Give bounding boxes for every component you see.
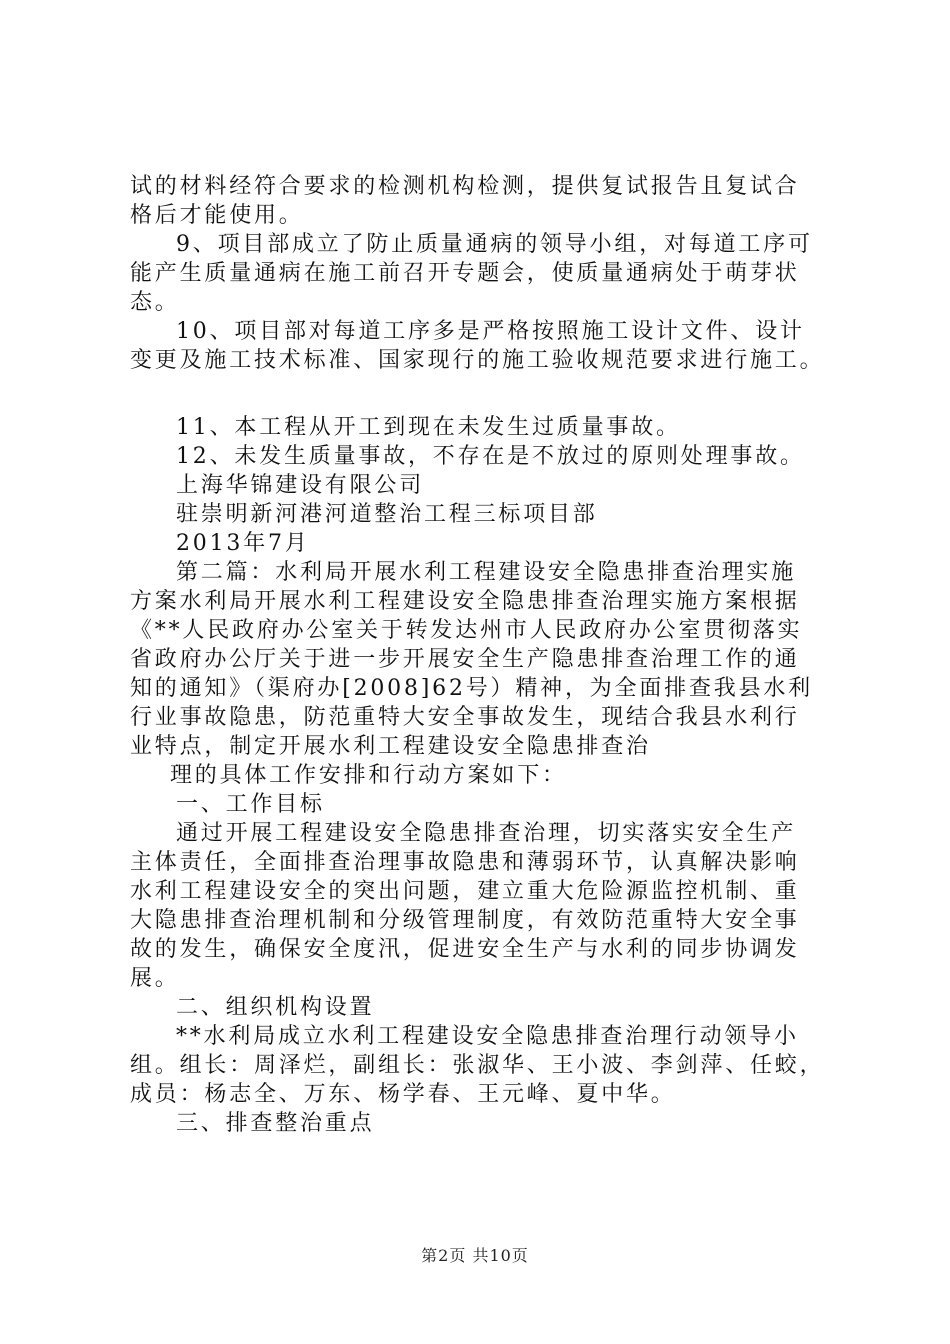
text-line: 成员：杨志全、万东、杨学春、王元峰、夏中华。 (130, 1082, 676, 1107)
text-line: 知的通知》（渠府办[2008]62号）精神，为全面排查我县水利 (130, 676, 813, 701)
text-line: 主体责任，全面排查治理事故隐患和薄弱环节，认真解决影响 (130, 850, 800, 875)
text-line: 10、项目部对每道工序多是严格按照施工设计文件、设计 (176, 319, 805, 344)
text-line: 展。 (130, 966, 180, 991)
text-line: 变更及施工技术标准、国家现行的施工验收规范要求进行施工。 (130, 348, 825, 373)
heading-work-goal: 一、工作目标 (176, 792, 325, 817)
document-body (130, 172, 830, 1138)
text-line: 业特点，制定开展水利工程建设安全隐患排查治 (130, 734, 651, 759)
paragraph-gap (130, 375, 830, 413)
text-line: 态。 (130, 290, 180, 315)
text-line: 省政府办公厅关于进一步开展安全生产隐患排查治理工作的通 (130, 647, 800, 672)
text-line: 水利工程建设安全的突出问题，建立重大危险源监控机制、重 (130, 879, 800, 904)
text-line: 行业事故隐患，防范重特大安全事故发生，现结合我县水利行 (130, 705, 800, 730)
text-line: 故的发生，确保安全度汛，促进安全生产与水利的同步协调发 (130, 937, 800, 962)
project-department: 驻崇明新河港河道整治工程三标项目部 (176, 502, 598, 527)
heading-organization: 二、组织机构设置 (176, 995, 375, 1020)
text-line: 组。组长：周泽烂，副组长：张淑华、王小波、李剑萍、任蛟， (130, 1053, 825, 1078)
text-line: 通过开展工程建设安全隐患排查治理，切实落实安全生产 (176, 821, 797, 846)
page-number-footer: 第2页 共10页 (421, 1246, 529, 1265)
text-line: 能产生质量通病在施工前召开专题会，使质量通病处于萌芽状 (130, 261, 800, 286)
heading-key-points: 三、排查整治重点 (176, 1111, 375, 1136)
text-line: 9、项目部成立了防止质量通病的领导小组，对每道工序可 (176, 232, 813, 257)
text-line: 11、本工程从开工到现在未发生过质量事故。 (176, 415, 681, 440)
text-line: 理的具体工作安排和行动方案如下： (170, 763, 567, 788)
text-line: 大隐患排查治理机制和分级管理制度，有效防范重特大安全事 (130, 908, 800, 933)
text-line: 方案水利局开展水利工程建设安全隐患排查治理实施方案根据 (130, 589, 800, 614)
document-date: 2013年7月 (176, 531, 310, 556)
section-title: 第二篇：水利局开展水利工程建设安全隐患排查治理实施 (176, 560, 797, 585)
text-line: 格后才能使用。 (130, 203, 304, 228)
text-line: **水利局成立水利工程建设安全隐患排查治理行动领导小 (176, 1024, 799, 1049)
text-line: 《**人民政府办公室关于转发达州市人民政府办公室贯彻落实 (130, 618, 803, 643)
text-line: 试的材料经符合要求的检测机构检测，提供复试报告且复试合 (130, 174, 800, 199)
text-line: 12、未发生质量事故，不存在是不放过的原则处理事故。 (176, 444, 805, 469)
company-name: 上海华锦建设有限公司 (176, 473, 425, 498)
